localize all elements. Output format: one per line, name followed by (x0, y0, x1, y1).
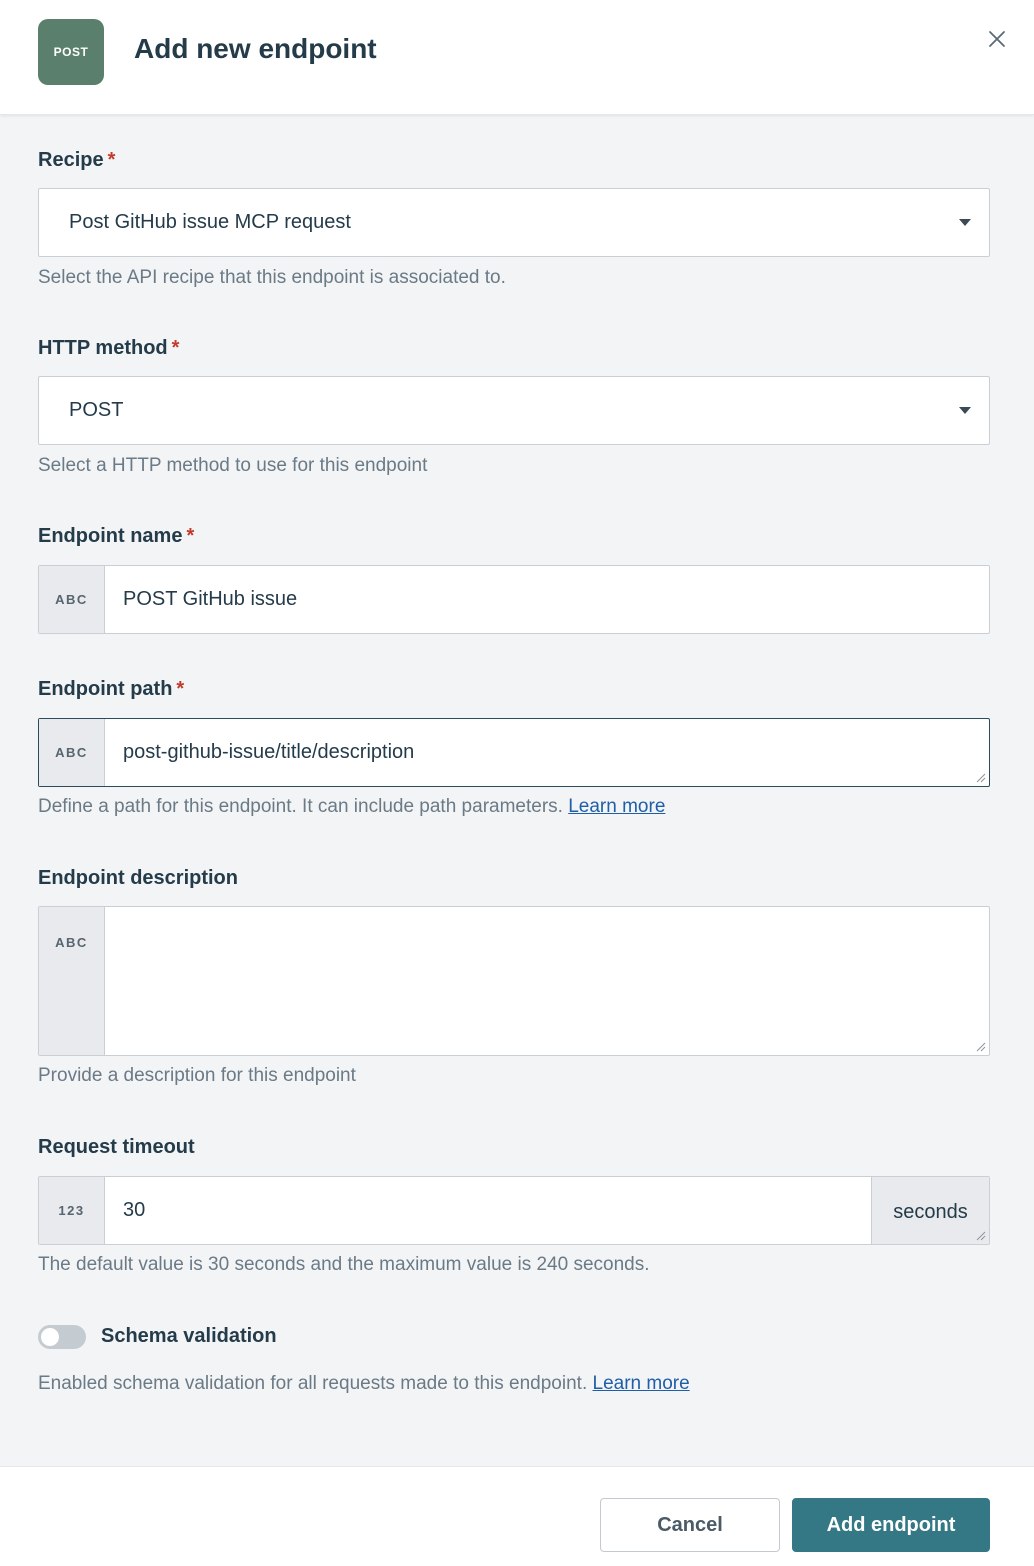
chevron-down-icon (959, 407, 971, 414)
schema-validation-hint: Enabled schema validation for all requests made to this endpoint. Learn more (38, 1373, 690, 1394)
method-badge (38, 19, 104, 85)
method-badge-label: POST (53, 45, 89, 59)
text-type-tag: ABC (39, 907, 105, 1055)
endpoint-description-field[interactable] (38, 906, 990, 1056)
learn-more-link[interactable]: Learn more (592, 1373, 690, 1394)
modal-title: Add new endpoint (134, 33, 377, 64)
recipe-hint: Select the API recipe that this endpoint is associated to. (38, 267, 506, 288)
learn-more-link[interactable]: Learn more (568, 796, 666, 817)
close-button[interactable] (982, 24, 1012, 54)
required-mark: * (171, 337, 180, 359)
required-mark: * (186, 525, 195, 547)
required-mark: * (176, 678, 185, 700)
schema-validation-label: Schema validation (101, 1325, 277, 1347)
resize-handle-icon[interactable] (974, 1040, 986, 1052)
close-icon (988, 30, 1006, 48)
http-method-select-value: POST (69, 399, 124, 421)
recipe-label: Recipe * (38, 149, 116, 171)
endpoint-path-input[interactable] (105, 719, 989, 786)
schema-validation-toggle[interactable] (38, 1325, 86, 1349)
request-timeout-input[interactable]: 30 (123, 1199, 146, 1221)
resize-handle-icon[interactable] (974, 1229, 986, 1241)
endpoint-path-value: post-github-issue/title/description (123, 741, 415, 763)
endpoint-name-field[interactable] (38, 565, 990, 634)
modal-footer (0, 1466, 1034, 1566)
timeout-unit-suffix (871, 1177, 989, 1244)
endpoint-path-hint: Define a path for this endpoint. It can include path parameters. Learn more (38, 796, 666, 817)
endpoint-description-label: Endpoint description (38, 867, 238, 889)
toggle-knob (41, 1328, 59, 1346)
request-timeout-label: Request timeout (38, 1136, 195, 1158)
required-mark: * (107, 149, 116, 171)
http-method-hint: Select a HTTP method to use for this endpoint (38, 455, 428, 476)
modal-header (0, 0, 1034, 115)
text-type-tag: ABC (39, 566, 105, 633)
endpoint-name-input[interactable]: POST GitHub issue (123, 588, 298, 610)
number-type-tag: 123 (39, 1177, 105, 1244)
chevron-down-icon (959, 219, 971, 226)
http-method-label: HTTP method * (38, 337, 180, 359)
endpoint-path-field[interactable] (38, 718, 990, 787)
add-endpoint-button[interactable]: Add endpoint (792, 1498, 990, 1552)
http-method-select[interactable] (38, 376, 990, 445)
endpoint-name-label: Endpoint name * (38, 525, 195, 547)
timeout-unit-label: seconds (893, 1201, 968, 1223)
request-timeout-hint: The default value is 30 seconds and the maximum value is 240 seconds. (38, 1254, 650, 1275)
recipe-select-value: Post GitHub issue MCP request (69, 211, 351, 233)
endpoint-path-label: Endpoint path * (38, 678, 185, 700)
endpoint-description-hint: Provide a description for this endpoint (38, 1065, 356, 1086)
cancel-button[interactable]: Cancel (600, 1498, 780, 1552)
recipe-select[interactable] (38, 188, 990, 257)
resize-handle-icon[interactable] (974, 771, 986, 783)
endpoint-description-input[interactable] (105, 907, 989, 1055)
request-timeout-field[interactable] (38, 1176, 990, 1245)
text-type-tag: ABC (39, 719, 105, 786)
